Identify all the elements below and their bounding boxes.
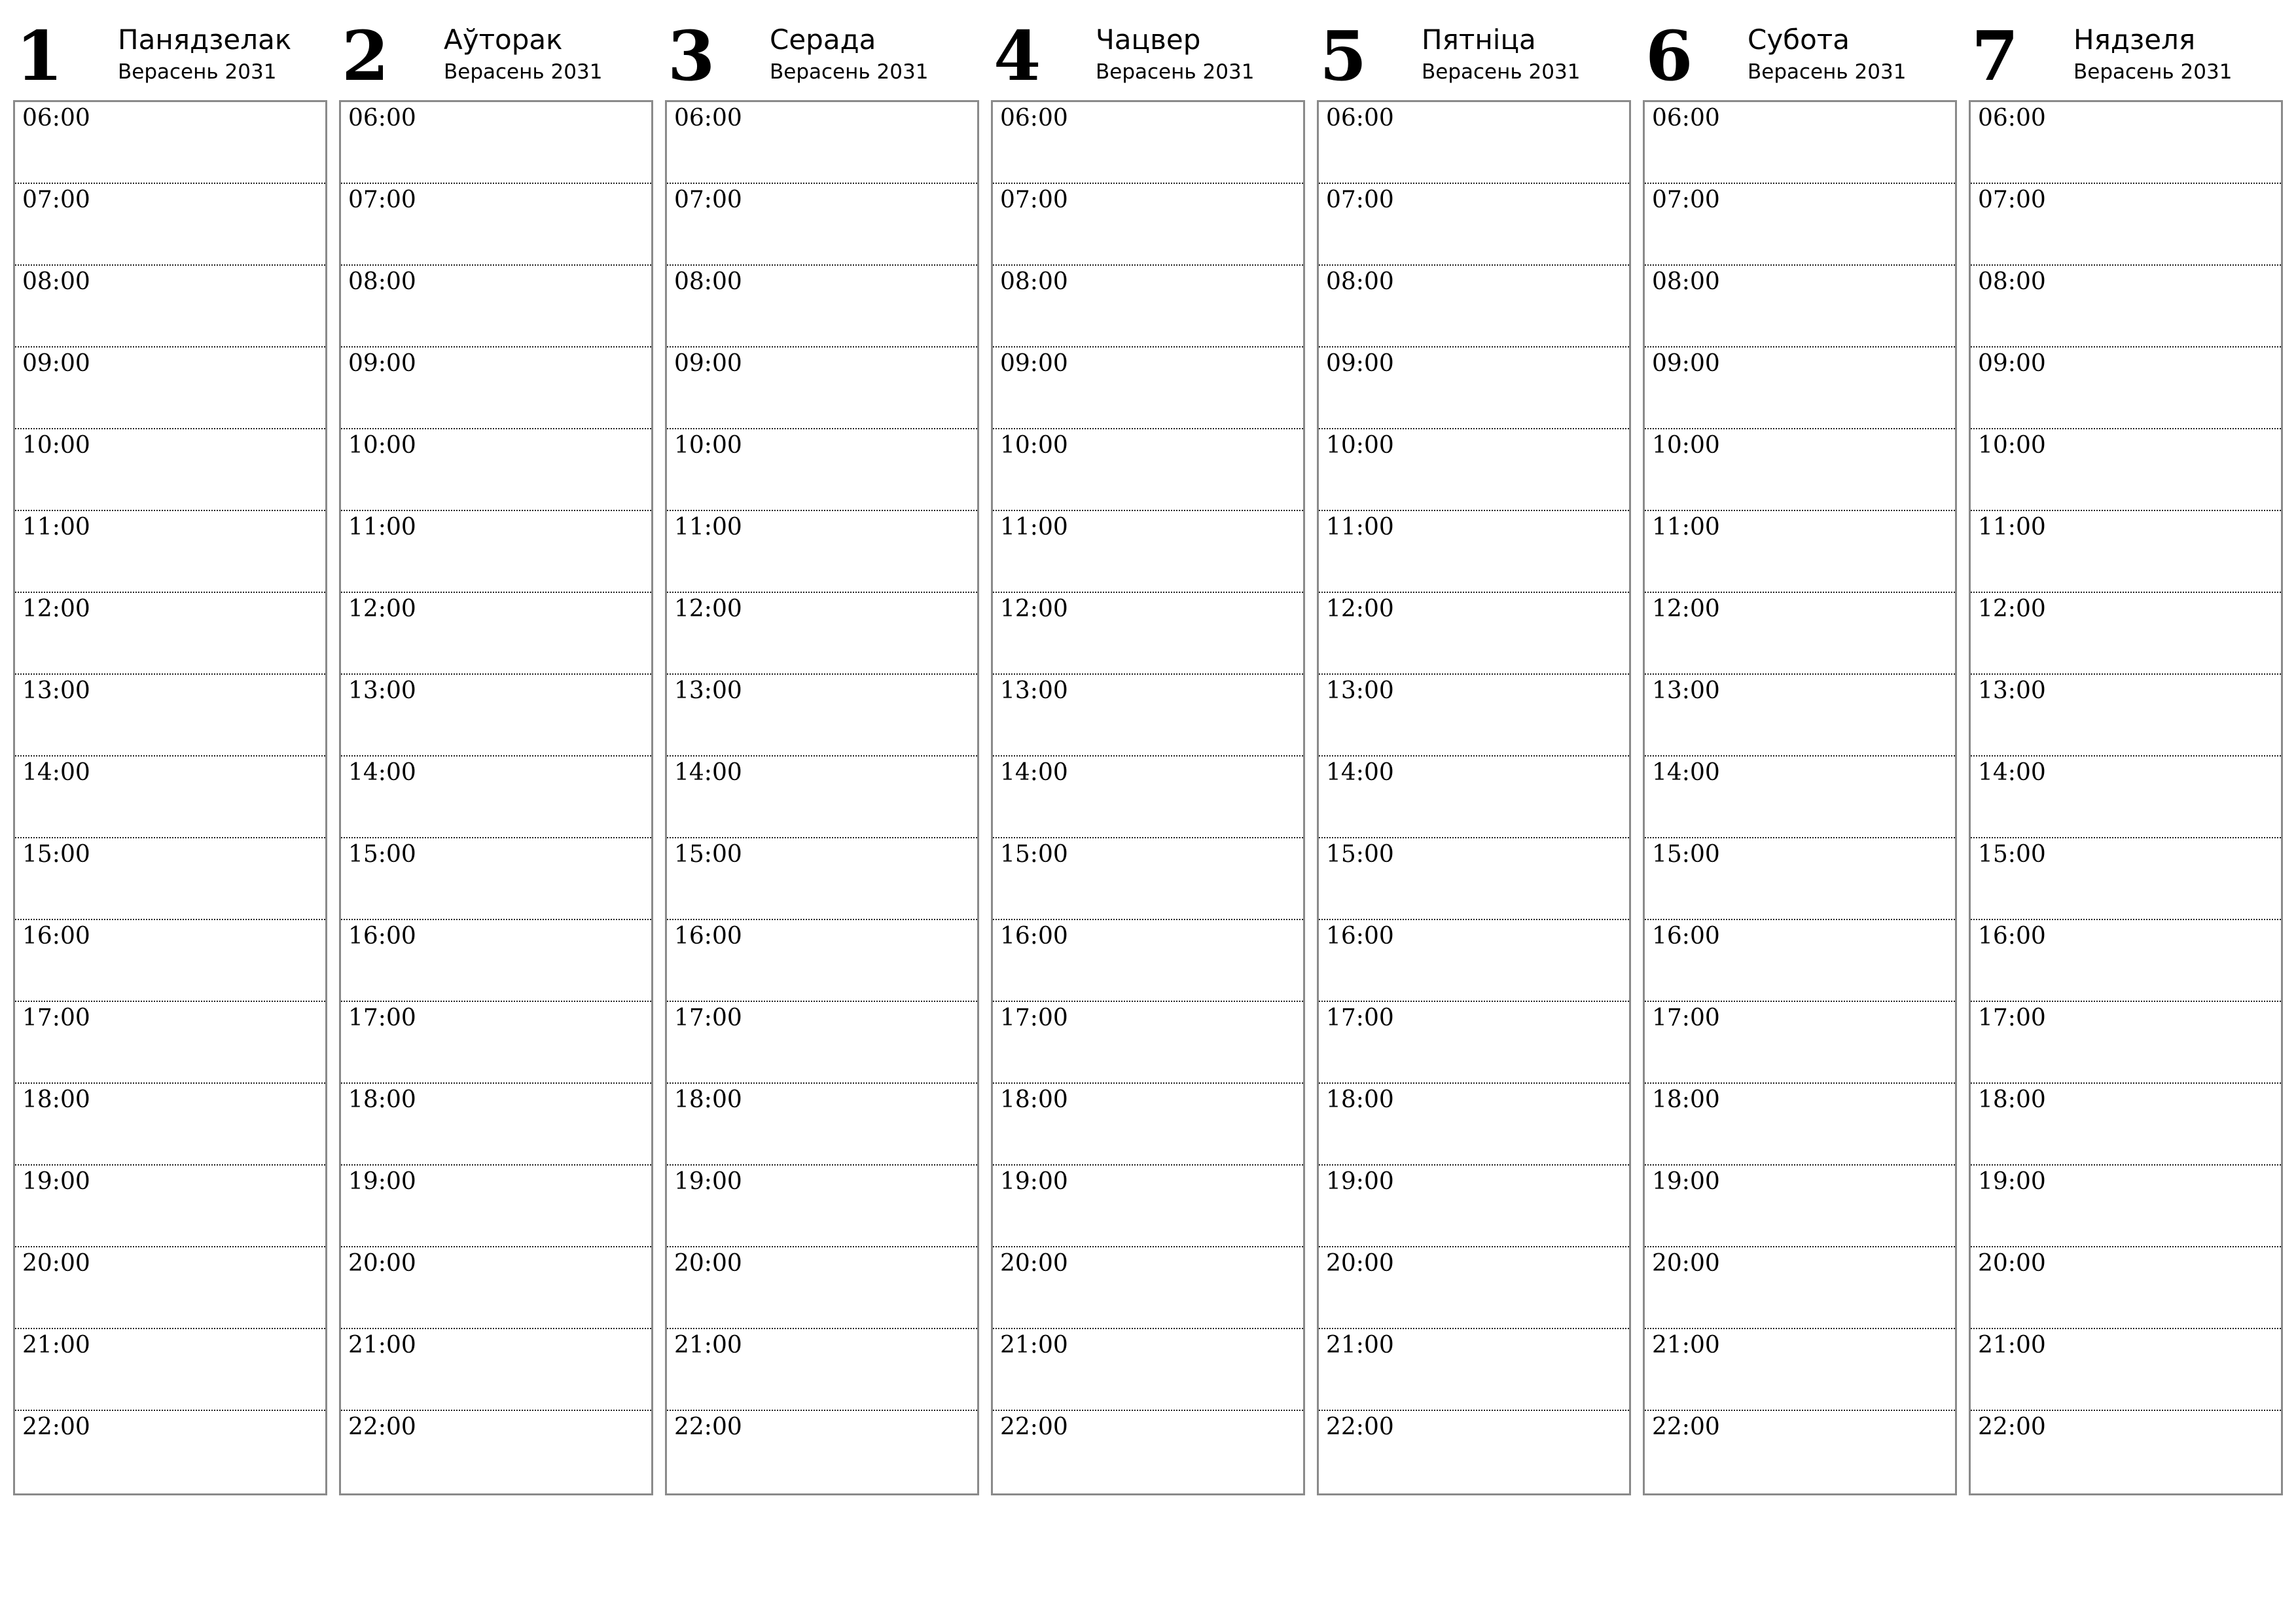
day-month: Верасень 2031	[1422, 60, 1581, 84]
time-slot[interactable]	[993, 348, 1303, 429]
time-slot[interactable]	[993, 920, 1303, 1002]
time-label: 20:00	[674, 1250, 742, 1277]
time-label: 07:00	[1326, 187, 1394, 213]
time-label: 07:00	[348, 187, 416, 213]
time-label: 22:00	[1326, 1414, 1394, 1440]
time-slot[interactable]	[1645, 1166, 1955, 1247]
time-label: 19:00	[1326, 1168, 1394, 1195]
time-slot[interactable]	[341, 1166, 651, 1247]
time-slot[interactable]	[667, 348, 977, 429]
time-label: 13:00	[1978, 677, 2046, 704]
time-slot[interactable]	[1319, 184, 1629, 266]
time-label: 08:00	[22, 268, 90, 295]
time-label: 17:00	[1978, 1005, 2046, 1031]
time-slot[interactable]	[667, 757, 977, 838]
time-slot[interactable]	[1645, 757, 1955, 838]
time-slot[interactable]	[15, 348, 325, 429]
time-label: 17:00	[1326, 1005, 1394, 1031]
time-label: 13:00	[22, 677, 90, 704]
time-label: 17:00	[1652, 1005, 1720, 1031]
time-label: 08:00	[1978, 268, 2046, 295]
time-label: 18:00	[1000, 1086, 1068, 1113]
time-label: 15:00	[22, 841, 90, 868]
day-column	[13, 0, 326, 1440]
time-slot[interactable]	[667, 1166, 977, 1247]
time-label: 07:00	[1652, 187, 1720, 213]
time-label: 11:00	[22, 514, 90, 541]
time-label: 08:00	[1000, 268, 1068, 295]
time-slot[interactable]	[1971, 1084, 2281, 1166]
time-slot[interactable]	[1645, 1329, 1955, 1411]
time-label: 22:00	[1652, 1414, 1720, 1440]
time-slot[interactable]	[1645, 266, 1955, 348]
time-label: 08:00	[1652, 268, 1720, 295]
time-label: 19:00	[1000, 1168, 1068, 1195]
time-label: 16:00	[22, 923, 90, 950]
time-label: 09:00	[674, 350, 742, 377]
day-name: Субота	[1748, 24, 1850, 56]
day-number: 7	[1971, 16, 2019, 96]
time-label: 15:00	[1326, 841, 1394, 868]
time-label: 13:00	[674, 677, 742, 704]
time-slot[interactable]	[1971, 1247, 2281, 1329]
time-slot[interactable]	[341, 757, 651, 838]
time-label: 14:00	[1978, 759, 2046, 786]
time-label: 21:00	[1326, 1332, 1394, 1359]
time-label: 11:00	[674, 514, 742, 541]
time-slot[interactable]	[667, 266, 977, 348]
day-number: 1	[16, 16, 63, 96]
time-label: 06:00	[1000, 105, 1068, 132]
day-column	[339, 0, 652, 1440]
time-slot[interactable]	[15, 266, 325, 348]
time-slot[interactable]	[993, 1247, 1303, 1329]
time-slot[interactable]	[1645, 1084, 1955, 1166]
day-header	[339, 0, 652, 98]
time-label: 11:00	[1326, 514, 1394, 541]
time-slot[interactable]	[15, 920, 325, 1002]
day-column	[1317, 0, 1630, 1440]
day-month: Верасень 2031	[1096, 60, 1255, 84]
time-label: 08:00	[674, 268, 742, 295]
time-label: 09:00	[1978, 350, 2046, 377]
time-slot[interactable]	[15, 1084, 325, 1166]
time-slot[interactable]	[15, 1002, 325, 1084]
time-label: 21:00	[674, 1332, 742, 1359]
time-slot[interactable]	[1319, 511, 1629, 593]
time-slot[interactable]	[1645, 675, 1955, 757]
time-slot[interactable]	[341, 838, 651, 920]
time-slot[interactable]	[993, 511, 1303, 593]
day-number: 5	[1319, 16, 1367, 96]
day-schedule	[13, 100, 327, 1495]
time-label: 15:00	[674, 841, 742, 868]
time-slot[interactable]	[667, 1002, 977, 1084]
time-slot[interactable]	[1971, 429, 2281, 511]
time-slot[interactable]	[993, 1002, 1303, 1084]
day-header	[1317, 0, 1630, 98]
time-slot[interactable]	[1319, 102, 1629, 184]
time-label: 18:00	[674, 1086, 742, 1113]
day-number: 3	[668, 16, 715, 96]
time-label: 06:00	[674, 105, 742, 132]
time-slot[interactable]	[341, 429, 651, 511]
day-name: Серада	[770, 24, 876, 56]
time-label: 14:00	[1326, 759, 1394, 786]
time-label: 22:00	[22, 1414, 90, 1440]
day-month: Верасень 2031	[2073, 60, 2233, 84]
time-label: 12:00	[1000, 596, 1068, 622]
time-slot[interactable]	[1971, 757, 2281, 838]
time-label: 16:00	[348, 923, 416, 950]
time-label: 17:00	[1000, 1005, 1068, 1031]
time-slot[interactable]	[15, 1247, 325, 1329]
day-name: Панядзелак	[118, 24, 292, 56]
time-label: 07:00	[22, 187, 90, 213]
day-schedule	[991, 100, 1305, 1495]
day-name: Аўторак	[444, 24, 563, 56]
time-label: 14:00	[674, 759, 742, 786]
time-label: 19:00	[1652, 1168, 1720, 1195]
day-header	[1969, 0, 2282, 98]
time-slot[interactable]	[15, 757, 325, 838]
time-label: 09:00	[1000, 350, 1068, 377]
time-label: 09:00	[1326, 350, 1394, 377]
time-label: 07:00	[674, 187, 742, 213]
time-label: 14:00	[22, 759, 90, 786]
time-slot[interactable]	[1319, 1329, 1629, 1411]
time-slot[interactable]	[667, 1084, 977, 1166]
time-label: 17:00	[674, 1005, 742, 1031]
time-label: 21:00	[22, 1332, 90, 1359]
time-label: 21:00	[1978, 1332, 2046, 1359]
day-column	[1969, 0, 2282, 1440]
time-label: 08:00	[348, 268, 416, 295]
time-slot[interactable]	[993, 1411, 1303, 1493]
time-slot[interactable]	[341, 1329, 651, 1411]
time-slot[interactable]	[341, 920, 651, 1002]
time-label: 06:00	[1326, 105, 1394, 132]
time-slot[interactable]	[15, 675, 325, 757]
time-label: 16:00	[1000, 923, 1068, 950]
time-label: 18:00	[22, 1086, 90, 1113]
time-slot[interactable]	[15, 184, 325, 266]
time-label: 16:00	[1326, 923, 1394, 950]
day-column	[1643, 0, 1956, 1440]
day-number: 4	[994, 16, 1041, 96]
time-label: 10:00	[1652, 432, 1720, 459]
day-header	[665, 0, 978, 98]
time-label: 18:00	[1652, 1086, 1720, 1113]
time-slot[interactable]	[1319, 838, 1629, 920]
day-number: 6	[1645, 16, 1693, 96]
time-slot[interactable]	[993, 593, 1303, 675]
time-slot[interactable]	[341, 184, 651, 266]
time-slot[interactable]	[1645, 593, 1955, 675]
time-slot[interactable]	[15, 511, 325, 593]
time-slot[interactable]	[1319, 1002, 1629, 1084]
day-month: Верасень 2031	[1748, 60, 1907, 84]
time-slot[interactable]	[1319, 675, 1629, 757]
day-number: 2	[342, 16, 389, 96]
time-slot[interactable]	[667, 1329, 977, 1411]
time-slot[interactable]	[1971, 1411, 2281, 1493]
time-label: 12:00	[1978, 596, 2046, 622]
time-label: 13:00	[1000, 677, 1068, 704]
time-label: 10:00	[674, 432, 742, 459]
time-slot[interactable]	[1645, 920, 1955, 1002]
time-label: 13:00	[1652, 677, 1720, 704]
time-slot[interactable]	[1971, 1002, 2281, 1084]
time-label: 19:00	[1978, 1168, 2046, 1195]
time-label: 15:00	[1652, 841, 1720, 868]
time-slot[interactable]	[1319, 593, 1629, 675]
time-label: 18:00	[1978, 1086, 2046, 1113]
time-label: 06:00	[348, 105, 416, 132]
time-slot[interactable]	[667, 429, 977, 511]
time-slot[interactable]	[667, 1411, 977, 1493]
day-schedule	[665, 100, 979, 1495]
time-slot[interactable]	[1971, 511, 2281, 593]
time-label: 06:00	[22, 105, 90, 132]
time-slot[interactable]	[1645, 184, 1955, 266]
time-label: 11:00	[1978, 514, 2046, 541]
day-month: Верасень 2031	[118, 60, 277, 84]
time-slot[interactable]	[15, 1329, 325, 1411]
time-slot[interactable]	[1319, 920, 1629, 1002]
time-label: 11:00	[348, 514, 416, 541]
time-label: 08:00	[1326, 268, 1394, 295]
time-label: 16:00	[1978, 923, 2046, 950]
time-slot[interactable]	[1971, 920, 2281, 1002]
time-label: 07:00	[1000, 187, 1068, 213]
time-label: 12:00	[674, 596, 742, 622]
time-slot[interactable]	[15, 1411, 325, 1493]
time-slot[interactable]	[993, 184, 1303, 266]
time-slot[interactable]	[1971, 1166, 2281, 1247]
time-slot[interactable]	[1319, 1084, 1629, 1166]
time-label: 11:00	[1000, 514, 1068, 541]
time-slot[interactable]	[1971, 838, 2281, 920]
time-slot[interactable]	[993, 1166, 1303, 1247]
time-slot[interactable]	[1645, 429, 1955, 511]
day-month: Верасень 2031	[444, 60, 603, 84]
time-slot[interactable]	[667, 511, 977, 593]
time-slot[interactable]	[1645, 838, 1955, 920]
time-label: 16:00	[674, 923, 742, 950]
time-slot[interactable]	[1319, 1247, 1629, 1329]
time-label: 19:00	[348, 1168, 416, 1195]
time-slot[interactable]	[1319, 429, 1629, 511]
time-label: 17:00	[22, 1005, 90, 1031]
time-slot[interactable]	[15, 593, 325, 675]
time-slot[interactable]	[1645, 1002, 1955, 1084]
time-label: 09:00	[22, 350, 90, 377]
time-label: 09:00	[348, 350, 416, 377]
time-label: 19:00	[22, 1168, 90, 1195]
time-label: 20:00	[1000, 1250, 1068, 1277]
time-slot[interactable]	[1645, 1247, 1955, 1329]
time-slot[interactable]	[993, 102, 1303, 184]
time-slot[interactable]	[1319, 1166, 1629, 1247]
time-slot[interactable]	[1971, 593, 2281, 675]
day-name: Нядзеля	[2073, 24, 2196, 56]
time-slot[interactable]	[1645, 511, 1955, 593]
time-slot[interactable]	[15, 1166, 325, 1247]
time-slot[interactable]	[341, 593, 651, 675]
time-label: 22:00	[1978, 1414, 2046, 1440]
time-label: 16:00	[1652, 923, 1720, 950]
day-name: Чацвер	[1096, 24, 1201, 56]
time-slot[interactable]	[667, 184, 977, 266]
time-label: 10:00	[1326, 432, 1394, 459]
time-slot[interactable]	[1319, 757, 1629, 838]
time-slot[interactable]	[667, 675, 977, 757]
time-label: 09:00	[1652, 350, 1720, 377]
time-slot[interactable]	[341, 1411, 651, 1493]
day-schedule	[1317, 100, 1631, 1495]
day-header	[13, 0, 326, 98]
time-slot[interactable]	[1645, 1411, 1955, 1493]
day-month: Верасень 2031	[770, 60, 929, 84]
day-schedule	[1643, 100, 1957, 1495]
time-slot[interactable]	[15, 429, 325, 511]
time-slot[interactable]	[993, 757, 1303, 838]
time-label: 07:00	[1978, 187, 2046, 213]
time-label: 11:00	[1652, 514, 1720, 541]
time-slot[interactable]	[1645, 348, 1955, 429]
time-slot[interactable]	[15, 838, 325, 920]
time-slot[interactable]	[993, 1329, 1303, 1411]
time-slot[interactable]	[1971, 675, 2281, 757]
time-label: 06:00	[1978, 105, 2046, 132]
time-label: 10:00	[22, 432, 90, 459]
time-slot[interactable]	[341, 1247, 651, 1329]
time-label: 10:00	[1000, 432, 1068, 459]
time-slot[interactable]	[1319, 1411, 1629, 1493]
time-slot[interactable]	[15, 102, 325, 184]
time-label: 15:00	[348, 841, 416, 868]
time-slot[interactable]	[341, 1084, 651, 1166]
time-label: 13:00	[1326, 677, 1394, 704]
time-slot[interactable]	[341, 348, 651, 429]
time-slot[interactable]	[667, 102, 977, 184]
time-slot[interactable]	[667, 920, 977, 1002]
time-slot[interactable]	[1971, 184, 2281, 266]
time-label: 10:00	[348, 432, 416, 459]
time-label: 22:00	[1000, 1414, 1068, 1440]
time-slot[interactable]	[341, 1002, 651, 1084]
time-label: 12:00	[22, 596, 90, 622]
time-label: 21:00	[348, 1332, 416, 1359]
time-label: 10:00	[1978, 432, 2046, 459]
time-slot[interactable]	[1645, 102, 1955, 184]
time-label: 22:00	[348, 1414, 416, 1440]
time-slot[interactable]	[667, 1247, 977, 1329]
time-label: 20:00	[22, 1250, 90, 1277]
time-label: 14:00	[1000, 759, 1068, 786]
time-label: 14:00	[1652, 759, 1720, 786]
day-column	[665, 0, 978, 1440]
time-slot[interactable]	[341, 511, 651, 593]
time-slot[interactable]	[1971, 266, 2281, 348]
time-label: 12:00	[348, 596, 416, 622]
time-slot[interactable]	[341, 675, 651, 757]
time-slot[interactable]	[341, 266, 651, 348]
time-label: 20:00	[1652, 1250, 1720, 1277]
day-name: Пятніца	[1422, 24, 1536, 56]
time-label: 20:00	[1978, 1250, 2046, 1277]
time-label: 13:00	[348, 677, 416, 704]
time-label: 19:00	[674, 1168, 742, 1195]
time-slot[interactable]	[993, 266, 1303, 348]
time-label: 14:00	[348, 759, 416, 786]
time-slot[interactable]	[993, 675, 1303, 757]
time-label: 15:00	[1000, 841, 1068, 868]
time-label: 21:00	[1000, 1332, 1068, 1359]
day-column	[991, 0, 1304, 1440]
time-label: 12:00	[1326, 596, 1394, 622]
time-label: 20:00	[348, 1250, 416, 1277]
day-schedule	[339, 100, 653, 1495]
time-slot[interactable]	[341, 102, 651, 184]
day-header	[1643, 0, 1956, 98]
time-slot[interactable]	[667, 593, 977, 675]
time-slot[interactable]	[1971, 1329, 2281, 1411]
time-slot[interactable]	[993, 838, 1303, 920]
time-label: 06:00	[1652, 105, 1720, 132]
time-label: 18:00	[1326, 1086, 1394, 1113]
time-label: 15:00	[1978, 841, 2046, 868]
time-slot[interactable]	[1971, 348, 2281, 429]
time-label: 21:00	[1652, 1332, 1720, 1359]
time-slot[interactable]	[1319, 348, 1629, 429]
time-slot[interactable]	[993, 429, 1303, 511]
time-label: 18:00	[348, 1086, 416, 1113]
day-schedule	[1969, 100, 2283, 1495]
time-label: 17:00	[348, 1005, 416, 1031]
time-label: 12:00	[1652, 596, 1720, 622]
time-slot[interactable]	[993, 1084, 1303, 1166]
time-label: 22:00	[674, 1414, 742, 1440]
time-slot[interactable]	[667, 838, 977, 920]
time-label: 20:00	[1326, 1250, 1394, 1277]
time-slot[interactable]	[1319, 266, 1629, 348]
time-slot[interactable]	[1971, 102, 2281, 184]
day-header	[991, 0, 1304, 98]
